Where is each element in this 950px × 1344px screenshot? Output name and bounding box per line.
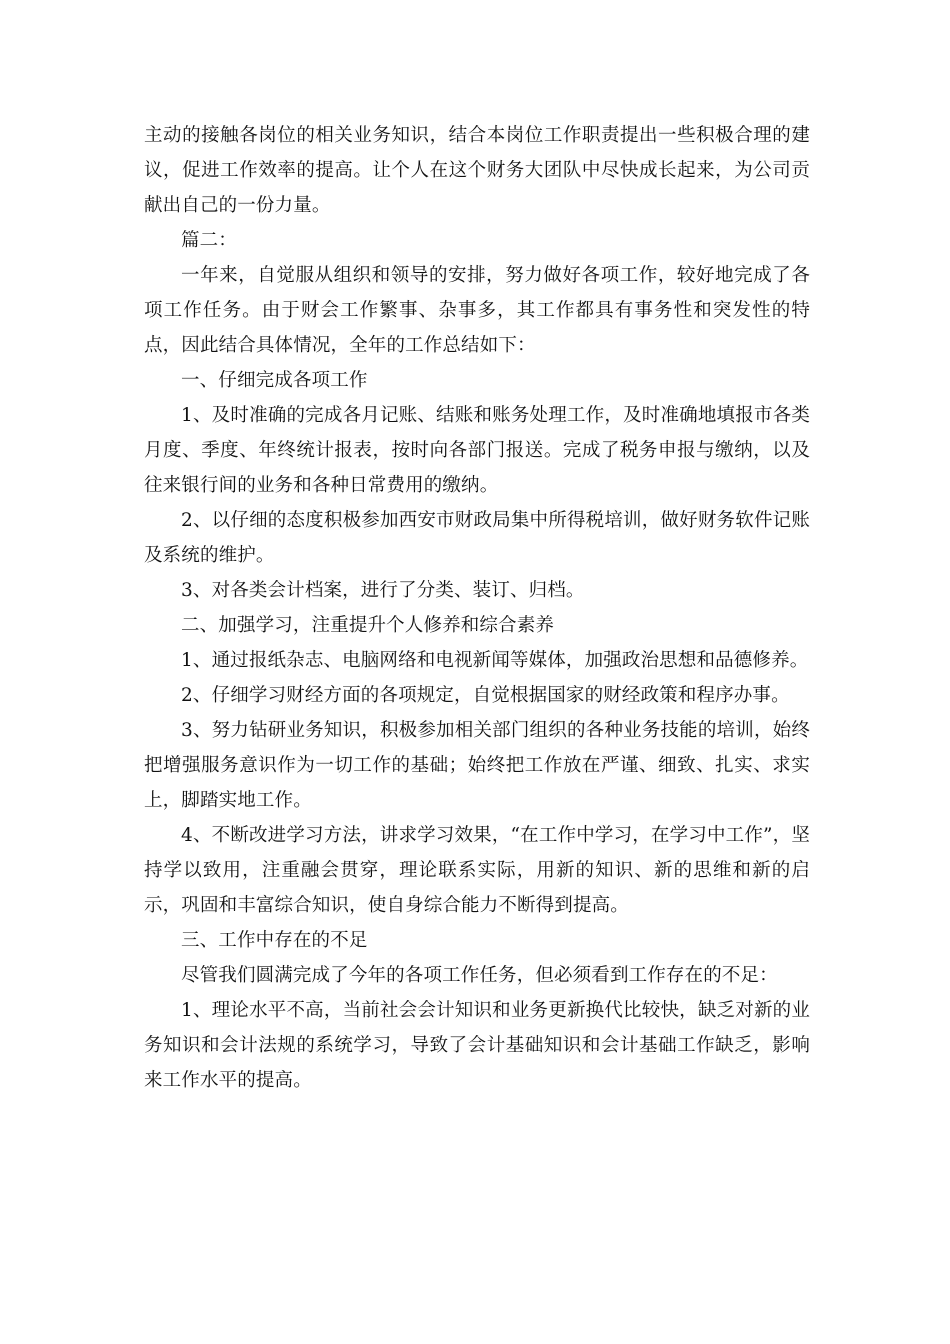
paragraph-item-2-3: 3、努力钻研业务知识，积极参加相关部门组织的各种业务技能的培训，始终把增强服务意识作为一切工作的基础；始终把工作放在严谨、细致、扎实、求实上，脚踏实地工作。: [144, 720, 810, 811]
section-heading-part-two: 篇二：: [181, 230, 237, 251]
paragraph-item-3-1: 1、理论水平不高，当前社会会计知识和业务更新换代比较快，缺乏对新的业务知识和会计法规的系统学习，导致了会计基础知识和会计基础工作缺乏，影响来工作水平的提高。: [144, 1000, 810, 1091]
paragraph-item-2-2: 2、仔细学习财经方面的各项规定，自觉根据国家的财经政策和程序办事。: [181, 685, 790, 706]
paragraph-item-1-1: 1、及时准确的完成各月记账、结账和账务处理工作，及时准确地填报市各类月度、季度、年终统计报表，按时向各部门报送。完成了税务申报与缴纳，以及往来银行间的业务和各种日常费用的缴纳。: [144, 405, 810, 496]
paragraph-intro: 一年来，自觉服从组织和领导的安排，努力做好各项工作，较好地完成了各项工作任务。由于财会工作繁事、杂事多，其工作都具有事务性和突发性的特点，因此结合具体情况，全年的工作总结如下：: [144, 265, 810, 356]
paragraph-item-2-1: 1、通过报纸杂志、电脑网络和电视新闻等媒体，加强政治思想和品德修养。: [181, 650, 809, 671]
section-heading-2: 二、加强学习，注重提升个人修养和综合素养: [181, 615, 555, 636]
paragraph-item-1-2: 2、以仔细的态度积极参加西安市财政局集中所得税培训，做好财务软件记账及系统的维护。: [144, 510, 810, 566]
paragraph-item-2-4: 4、不断改进学习方法，讲求学习效果，“在工作中学习，在学习中工作”，坚持学以致用，注重融会贯穿，理论联系实际，用新的知识、新的思维和新的启示，巩固和丰富综合知识，使自身综合能力不断得到提高。: [144, 825, 810, 916]
paragraph-item-1-3: 3、对各类会计档案，进行了分类、装订、归档。: [181, 580, 585, 601]
paragraph-continuation: 主动的接触各岗位的相关业务知识，结合本岗位工作职责提出一些积极合理的建议，促进工作效率的提高。让个人在这个财务大团队中尽快成长起来，为公司贡献出自己的一份力量。: [144, 125, 810, 216]
paragraph-shortcomings-intro: 尽管我们圆满完成了今年的各项工作任务，但必须看到工作存在的不足：: [181, 965, 778, 986]
section-heading-3: 三、工作中存在的不足: [181, 930, 368, 951]
section-heading-1: 一、仔细完成各项工作: [181, 370, 368, 391]
document-body: [144, 118, 810, 1098]
